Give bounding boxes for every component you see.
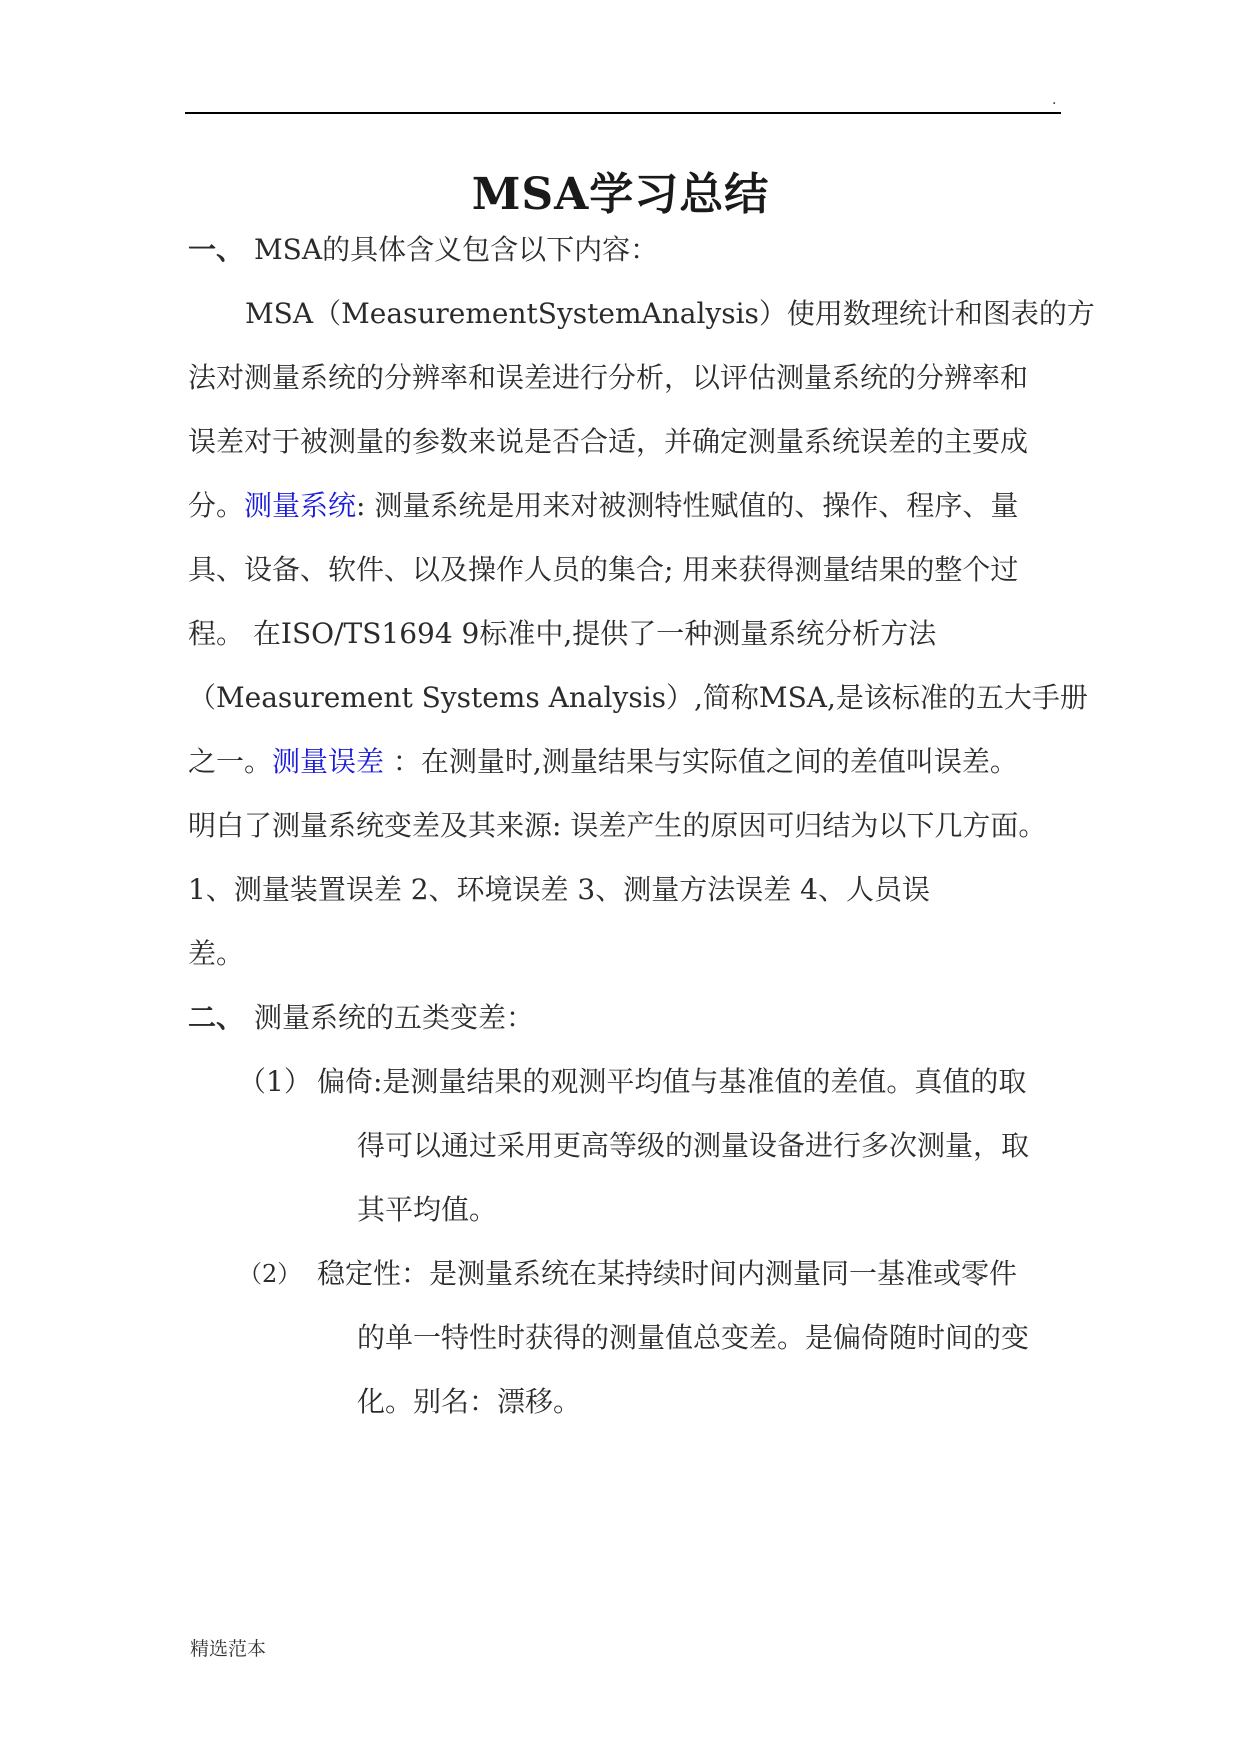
section1-heading [188, 232, 658, 268]
page-footer: 精选范本 [190, 1638, 267, 1660]
section2-heading-text: 测量系统的五类变差： [254, 1001, 535, 1034]
paragraph-line-4 [188, 488, 1018, 524]
item2-line-2: 的单一特性时获得的测量值总变差。是偏倚随时间的变 [357, 1321, 1030, 1354]
paragraph-line-6: 程。 在ISO/TS1694 9标准中,提供了一种测量系统分析方法 [188, 617, 937, 650]
paragraph-line-3: 误差对于被测量的参数来说是否合适，并确定测量系统误差的主要成 [188, 425, 1029, 458]
section1-heading-text: MSA的具体含义包含以下内容： [254, 233, 659, 266]
item1-line-2: 得可以通过采用更高等级的测量设备进行多次测量，取 [357, 1129, 1030, 1162]
line4-suffix: : 测量系统是用来对被测特性赋值的、操作、程序、量 [356, 489, 1019, 522]
paragraph-line-8 [188, 744, 1018, 780]
item1-label: （1） [238, 1065, 312, 1098]
paragraph-line-10: 1、测量装置误差 2、环境误差 3、测量方法误差 4、人员误 [188, 873, 930, 906]
header-mark: . [1052, 92, 1057, 108]
item2-label: （2） [238, 1260, 302, 1288]
paragraph-line-7: （Measurement Systems Analysis）,简称MSA,是该标准的五大手册 [188, 681, 1088, 714]
paragraph-line-1: MSA（MeasurementSystemAnalysis）使用数理统计和图表的方 [245, 297, 1095, 330]
section2-number: 二、 [188, 1001, 245, 1034]
line8-suffix: ：在测量时,测量结果与实际值之间的差值叫误差。 [384, 745, 1018, 778]
measurement-error-link[interactable]: 测量误差 [272, 745, 385, 778]
paragraph-line-11: 差。 [188, 937, 245, 970]
page-title: MSA学习总结 [471, 169, 770, 220]
paragraph-line-2: 法对测量系统的分辨率和误差进行分析，以评估测量系统的分辨率和 [188, 361, 1029, 394]
item2-line-3: 化。别名：漂移。 [357, 1385, 582, 1418]
measurement-system-link[interactable]: 测量系统 [244, 489, 357, 522]
section2-heading [188, 1000, 534, 1036]
item1-line-1: 偏倚:是测量结果的观测平均值与基准值的差值。真值的取 [317, 1065, 1027, 1098]
paragraph-line-9: 明白了测量系统变差及其来源: 误差产生的原因可归结为以下几方面。 [188, 809, 1047, 842]
header-rule [185, 112, 1061, 114]
item1-line-3: 其平均值。 [357, 1193, 498, 1226]
section1-number: 一、 [188, 233, 245, 266]
paragraph-line-5: 具、设备、软件、以及操作人员的集合; 用来获得测量结果的整个过 [188, 553, 1019, 586]
line4-prefix: 分。 [188, 489, 245, 522]
line8-prefix: 之一。 [188, 745, 273, 778]
item2-line-1: 稳定性：是测量系统在某持续时间内测量同一基准或零件 [317, 1257, 1018, 1290]
